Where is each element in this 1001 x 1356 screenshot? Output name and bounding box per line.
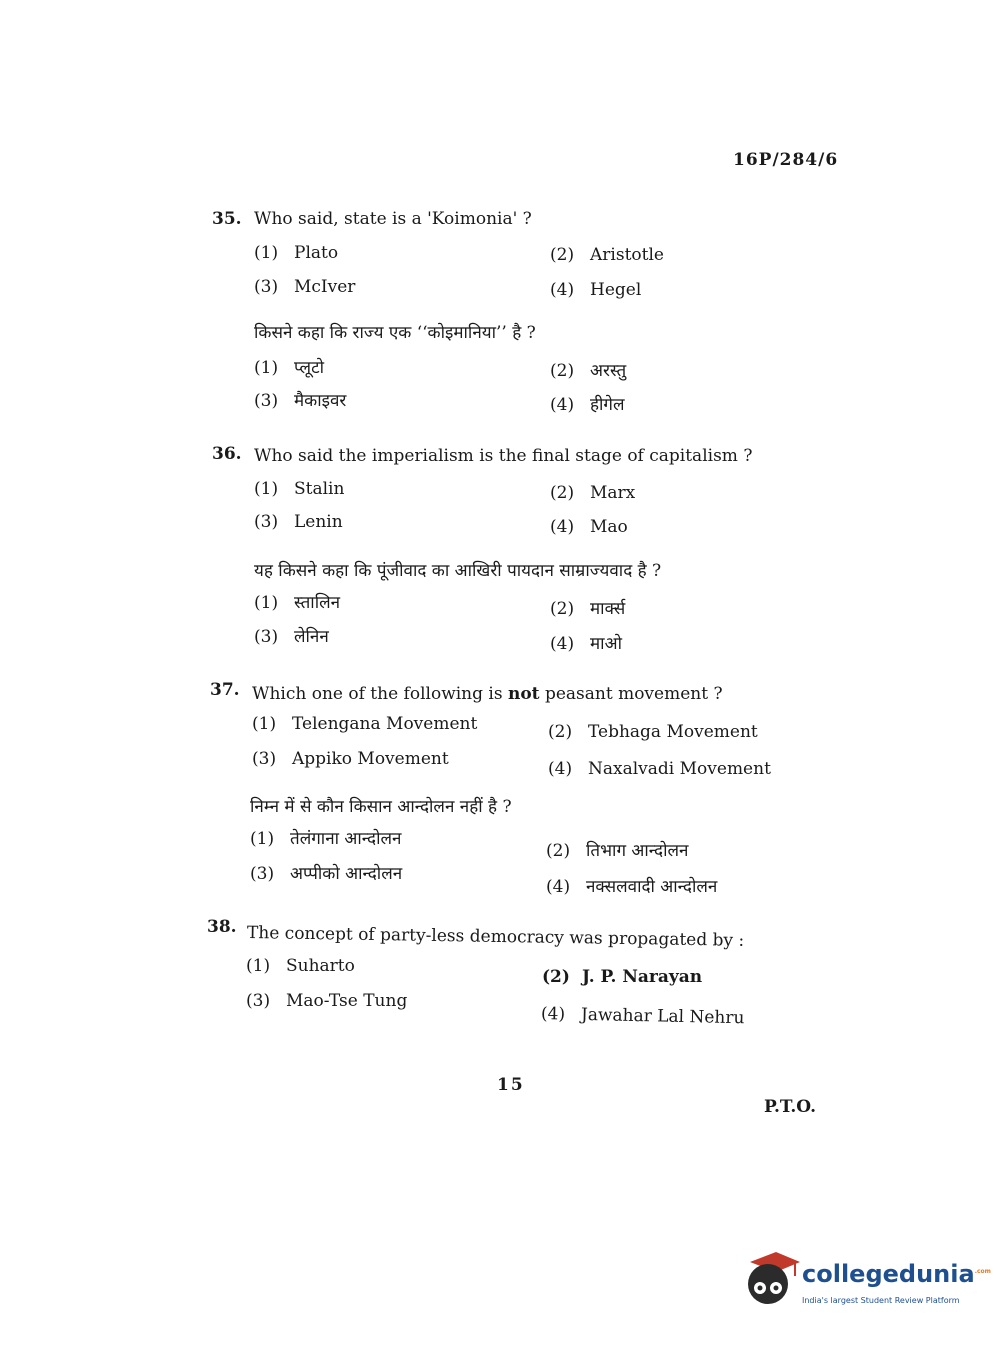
option [541,1004,745,1028]
paper-code: 16P/284/6 [733,150,839,170]
question-text-hindi: यह किसने कहा कि पूंजीवाद का आखिरी पायदान साम्राज्यवाद है ? [254,561,662,581]
question-number: 35. [212,209,242,229]
option-number: (1) [246,956,271,976]
option-text: Mao-Tse Tung [286,991,408,1011]
option [550,280,641,300]
option-text: Telengana Movement [292,714,478,734]
option [548,722,758,742]
option-number: (3) [254,391,279,411]
option-text: हीगेल [590,395,625,415]
option-number: (4) [550,395,575,415]
option-text: अरस्तु [590,361,627,381]
option-text: मार्क्स [590,599,626,619]
option-hindi [250,826,401,849]
option-number: (3) [252,749,277,769]
option-hindi [254,624,329,647]
option-text: Hegel [590,280,642,300]
option-hindi [550,358,626,381]
question-number: 37. [210,680,240,700]
option-text: तेलंगाना आन्दोलन [290,829,402,849]
logo-text: collegedunia$^{.com}$ [802,1260,991,1288]
option-text: माओ [590,634,622,654]
question-number: 36. [212,444,242,464]
option-number: (4) [550,280,575,300]
option-hindi [546,838,688,861]
option-text: स्तालिन [294,593,341,613]
option-text: अप्पीको आन्दोलन [290,864,403,884]
option-hindi [550,392,625,415]
option-text: Tebhaga Movement [588,722,758,742]
option-number: (1) [254,243,279,263]
option-text: Aristotle [590,245,664,265]
option-number: (3) [254,627,279,647]
option-text: Plato [294,243,339,263]
option-number: (1) [254,593,279,613]
option-text: Stalin [294,479,345,499]
option-hindi [250,861,402,884]
option-number: (1) [254,358,279,378]
option-number: (3) [254,277,279,297]
option [254,512,343,532]
option-number: (4) [550,634,575,654]
option-number: (2) [546,841,571,861]
option [254,479,344,499]
option-number: (4) [550,517,575,537]
option [550,483,635,503]
option-text: Marx [590,483,636,503]
option-number: (1) [252,714,277,734]
page-number: 15 [497,1075,525,1095]
option-hindi [550,596,625,619]
option-text: J. P. Narayan [582,967,703,987]
option-text: McIver [294,277,356,297]
option-text: मैकाइवर [294,391,347,411]
option [550,245,664,265]
question-text-hindi: निम्न में से कौन किसान आन्दोलन नहीं है ? [250,797,512,817]
question-number: 38. [207,917,237,937]
mascot-icon [742,1248,802,1310]
option [254,277,355,297]
question-text: The concept of party-less democracy was propagated by : [246,923,745,951]
option [254,243,338,263]
option [246,956,355,976]
option-text: Jawahar Lal Nehru [580,1004,745,1029]
option-number: (2) [550,361,575,381]
option-text: प्लूटो [294,358,325,378]
option-text: Lenin [294,512,343,532]
option [252,714,477,734]
option-hindi [254,355,324,378]
option [252,749,449,769]
option-hindi [254,590,340,613]
option-text: Mao [590,517,628,537]
question-text: Who said the imperialism is the final stage of capitalism ? [254,446,753,466]
question-text: Which one of the following is not peasant movement ? [252,684,723,704]
option-number: (2) [542,967,570,987]
emphasis-not: not [507,684,540,704]
logo-tagline: India's largest Student Review Platform [802,1296,960,1305]
option-number: (2) [550,245,575,265]
option-number: (4) [540,1004,566,1025]
option-text: नक्सलवादी आन्दोलन [586,877,718,897]
option-number: (4) [548,759,573,779]
question-text-hindi: किसने कहा कि राज्य एक ‘‘कोइमानिया’’ है ? [254,323,536,343]
pto-label: P.T.O. [764,1097,816,1117]
option-number: (1) [254,479,279,499]
option-number: (2) [550,599,575,619]
option-text: लेनिन [294,627,329,647]
option-text: Appiko Movement [292,749,449,769]
option-number: (2) [550,483,575,503]
option-number: (4) [546,877,571,897]
option-number: (3) [254,512,279,532]
option-number: (1) [250,829,275,849]
option-hindi [546,874,717,897]
option-number: (3) [246,991,271,1011]
question-text: Who said, state is a 'Koimonia' ? [254,209,532,229]
option [542,967,702,987]
option [246,991,407,1011]
option-text: Suharto [286,956,355,976]
option-hindi [550,631,622,654]
option [548,759,771,779]
option-hindi [254,388,346,411]
option-number: (2) [548,722,573,742]
option-number: (3) [250,864,275,884]
option-text: Naxalvadi Movement [588,759,771,779]
collegedunia-logo [742,1248,991,1318]
option-text: तिभाग आन्दोलन [586,841,689,861]
option [550,517,628,537]
